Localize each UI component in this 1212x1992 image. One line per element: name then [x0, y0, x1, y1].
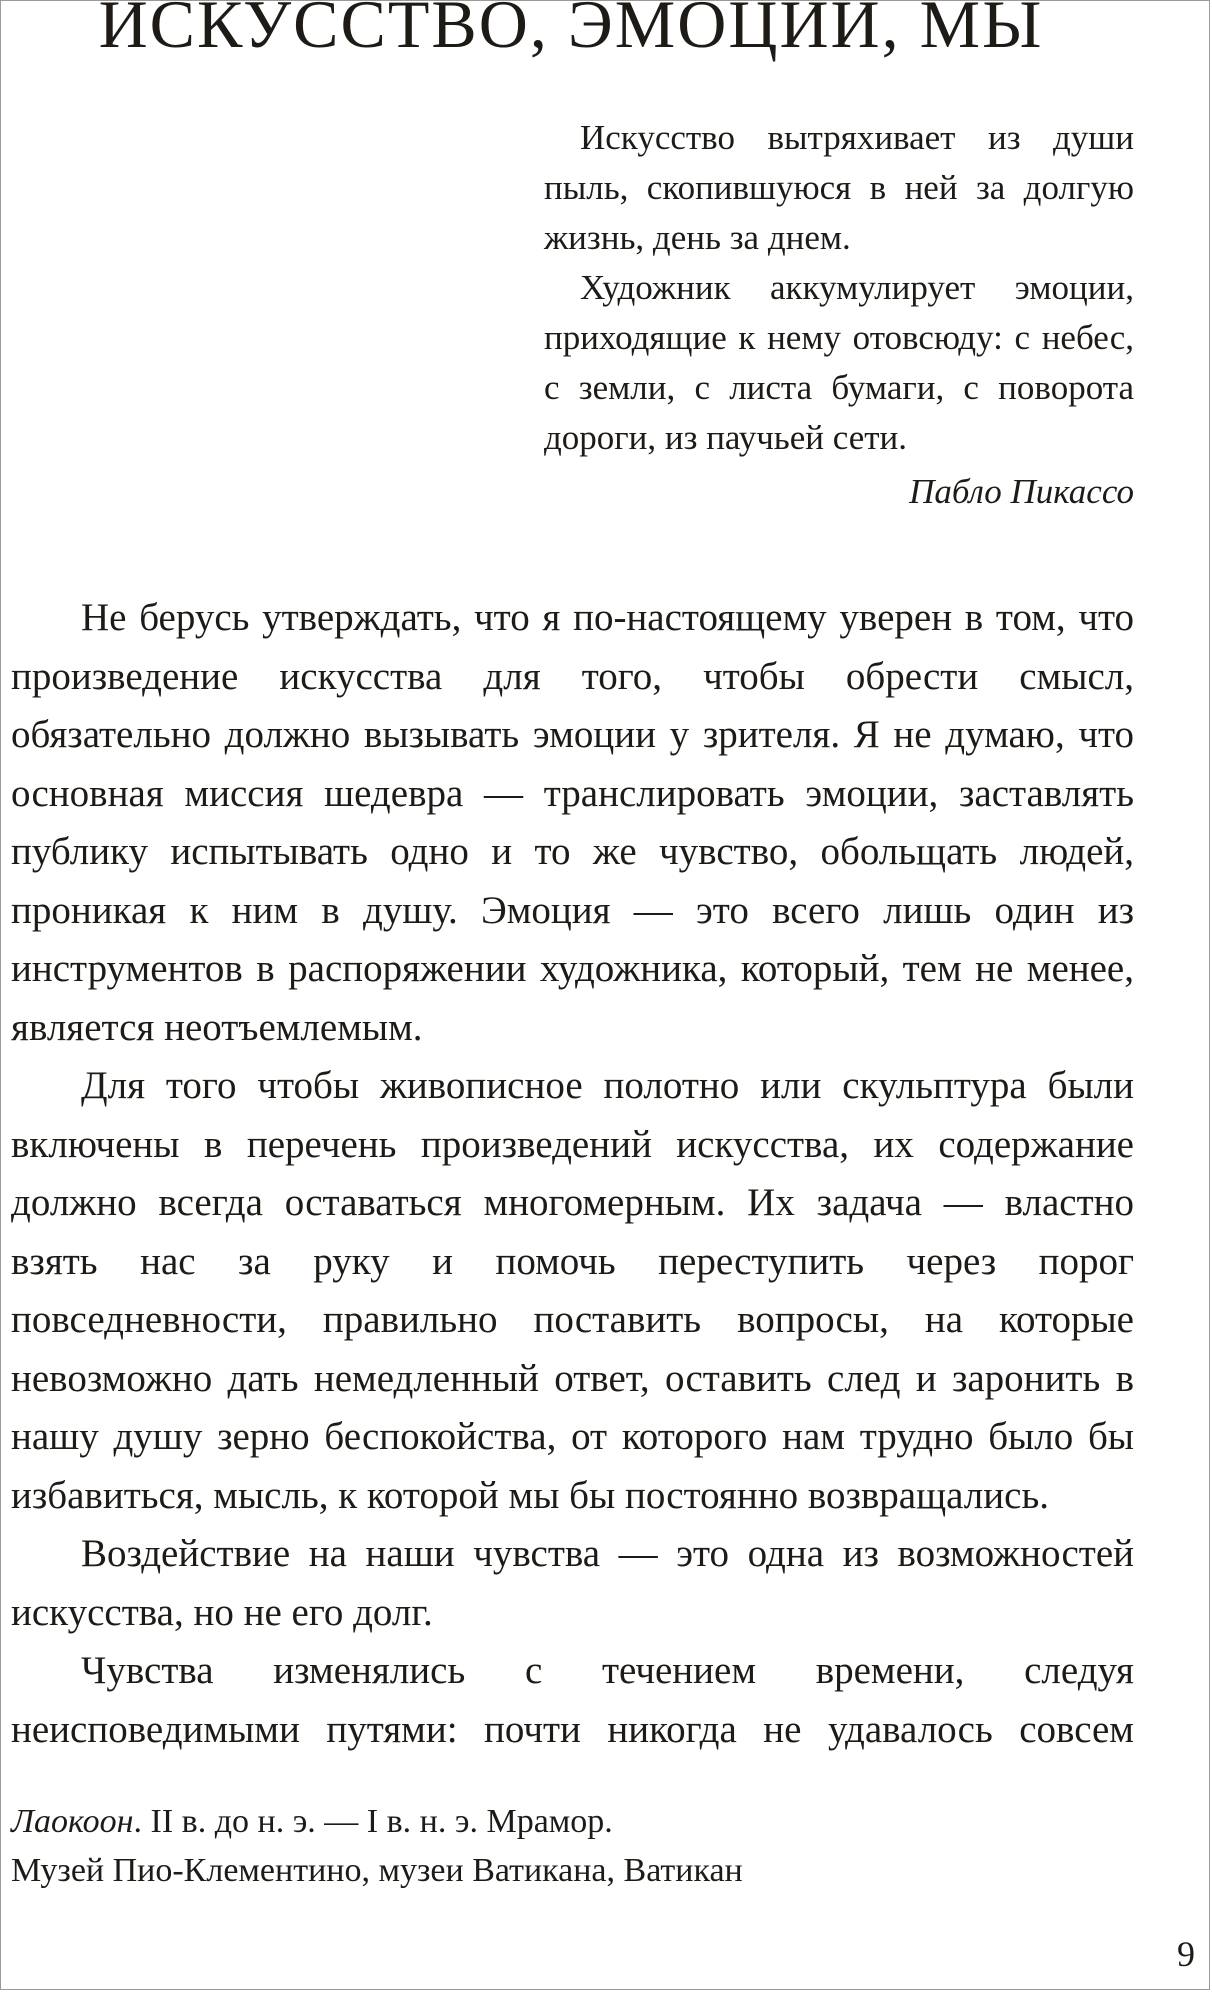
body-paragraph: Для того чтобы живописное полотно или скульптура были включены в перечень произведений искусства, их содержание должно всегда оставаться многомерным. Их задача — властно взять нас за руку и помочь переступить через порог повседневности, правильно поставить вопросы, на которые невозможно дать немедленный ответ, оставить след и заронить в нашу душу зерно беспокойства, от которого нам трудно было бы избавиться, мысль, к которой мы бы постоянно возвращались. — [11, 1064, 1134, 1517]
epigraph — [544, 113, 1134, 517]
body-paragraph: Чувства изменялись с течением времени, следуя неисповедимыми путями: почти никогда не удавалось совсем — [11, 1649, 1134, 1751]
chapter-title: ИСКУССТВО, ЭМОЦИИ, МЫ — [98, 0, 1044, 62]
epigraph-author: Пабло Пикассо — [909, 472, 1134, 511]
caption-line-2: Музей Пио-Клементино, музеи Ватикана, Ватикан — [11, 1852, 743, 1889]
body-paragraph: Воздействие на наши чувства — это одна из возможностей искусства, но не его долг. — [11, 1532, 1134, 1634]
caption-artwork-title: Лаокоон — [11, 1803, 134, 1840]
body-text — [11, 589, 1134, 1759]
image-caption — [11, 1797, 1131, 1895]
epigraph-paragraph: Художник аккумулирует эмоции, приходящие к нему отовсюду: с небес, с земли, с листа бумаги, с поворота дороги, из паучьей сети. — [544, 268, 1134, 457]
caption-line-1 — [11, 1797, 1131, 1846]
body-paragraph: Не берусь утверждать, что я по-настоящему уверен в том, что произведение искусства для того, чтобы обрести смысл, обязательно должно вызывать эмоции у зрителя. Я не думаю, что основная миссия шедевра — транслировать эмоции, заставлять публику испытывать одно и то же чувство, обольщать людей, проникая к ним в душу. Эмоция — это всего лишь один из инструментов в распоряжении художника, который, тем не менее, является неотъемлемым. — [11, 596, 1134, 1049]
page-number: 9 — [1177, 1934, 1195, 1974]
epigraph-paragraph: Искусство вытряхивает из души пыль, скопившуюся в ней за долгую жизнь, день за днем. — [544, 118, 1134, 257]
caption-details: . II в. до н. э. — I в. н. э. Мрамор. — [133, 1803, 613, 1840]
